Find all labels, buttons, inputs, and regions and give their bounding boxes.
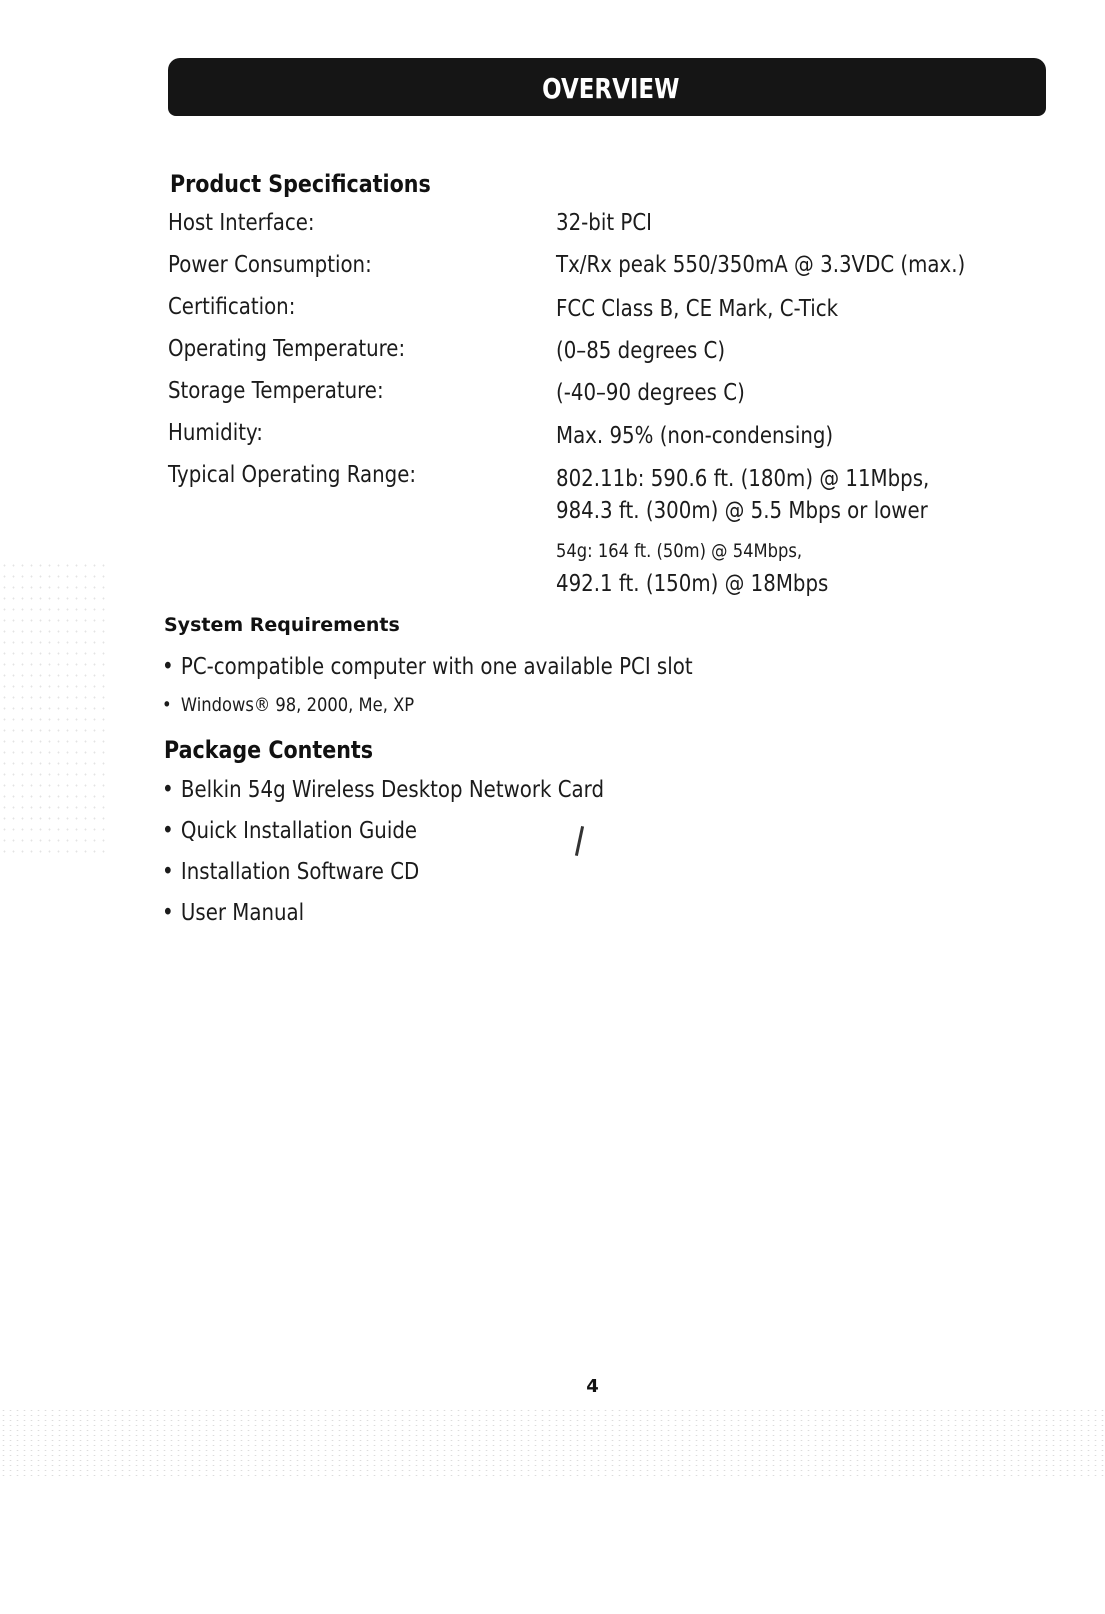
bullet-icon: • (162, 694, 172, 716)
list-item: • Belkin 54g Wireless Desktop Network Card (162, 777, 604, 803)
product-specifications-heading: Product Specifications (170, 170, 431, 198)
bullet-icon: • (162, 818, 174, 844)
spec-value: Tx/Rx peak 550/350mA @ 3.3VDC (max.) (556, 252, 966, 278)
pen-mark (575, 826, 584, 856)
section-banner (168, 58, 1046, 116)
scan-noise-left (0, 560, 110, 860)
spec-value: (0–85 degrees C) (556, 338, 726, 364)
list-item: • Windows® 98, 2000, Me, XP (162, 694, 415, 716)
list-item: • Installation Software CD (162, 859, 420, 885)
bullet-icon: • (162, 777, 174, 803)
list-item: • Quick Installation Guide (162, 818, 418, 844)
spec-value: 32-bit PCI (556, 210, 652, 236)
list-item: • User Manual (162, 900, 305, 926)
bullet-icon: • (162, 900, 174, 926)
spec-label: Humidity: (168, 420, 263, 446)
spec-label: Certification: (168, 294, 296, 320)
spec-value: 802.11b: 590.6 ft. (180m) @ 11Mbps, (556, 466, 930, 492)
spec-label: Host Interface: (168, 210, 315, 236)
spec-value-continued: 54g: 164 ft. (50m) @ 54Mbps, (556, 540, 803, 562)
list-item: • PC-compatible computer with one available PCI slot (162, 654, 693, 680)
system-requirements-heading: System Requirements (164, 614, 400, 636)
bullet-icon: • (162, 859, 174, 885)
spec-value-continued: 984.3 ft. (300m) @ 5.5 Mbps or lower (556, 498, 928, 524)
spec-value-continued: 492.1 ft. (150m) @ 18Mbps (556, 571, 829, 597)
package-contents-heading: Package Contents (164, 736, 374, 764)
spec-value: FCC Class B, CE Mark, C-Tick (556, 296, 839, 322)
section-title: OVERVIEW (542, 71, 680, 105)
spec-label: Operating Temperature: (168, 336, 406, 362)
spec-label: Power Consumption: (168, 252, 372, 278)
spec-label: Storage Temperature: (168, 378, 384, 404)
bullet-icon: • (162, 654, 174, 680)
spec-value: (-40–90 degrees C) (556, 380, 745, 406)
spec-value: Max. 95% (non-condensing) (556, 423, 834, 449)
scan-noise-bottom (0, 1408, 1105, 1478)
page-number: 4 (586, 1376, 599, 1397)
spec-label: Typical Operating Range: (168, 462, 417, 488)
